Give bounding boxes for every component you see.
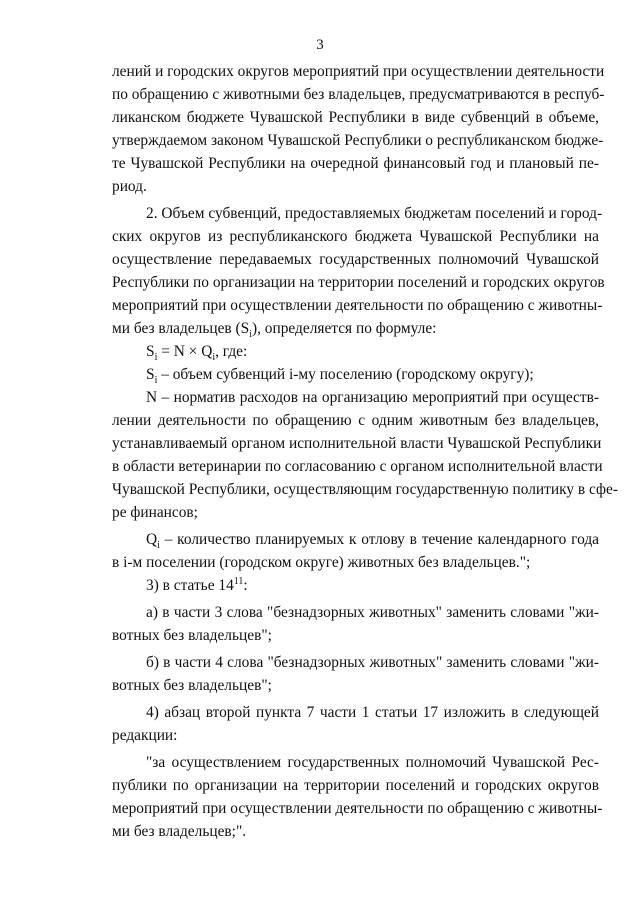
text-fragment: 3) в статье 14	[146, 577, 234, 594]
item-3	[112, 574, 599, 597]
definition-n	[112, 386, 618, 524]
text-line: ских округов из республиканского бюджета Чувашской Республики на	[112, 228, 599, 245]
text-line: риод.	[112, 178, 147, 195]
text-line: ми без владельцев;".	[112, 823, 247, 840]
text-line: устанавливаемый органом исполнительной власти Чувашской Республики	[112, 435, 602, 452]
item-a	[112, 601, 599, 647]
item-4	[112, 701, 599, 747]
text-line: те Чувашской Республики на очередной финансовый год и плановый пе-	[112, 155, 599, 172]
formula-symbol: S	[146, 366, 155, 383]
text-line	[112, 317, 599, 340]
text-line: в области ветеринарии по согласованию с органом исполнительной власти	[112, 458, 603, 475]
text-line: осуществление передаваемых государственных полномочий Чувашской	[112, 251, 599, 268]
text-line: вотных без владельцев";	[112, 677, 272, 694]
text-fragment: – объем субвенций i-му поселению (городскому округу);	[157, 366, 534, 383]
subscript: i	[249, 329, 252, 341]
text-line	[112, 528, 599, 551]
paragraph-2	[112, 202, 605, 341]
text-line: мероприятий при осуществлении деятельности по обращению с животны-	[112, 297, 603, 314]
text-line: Чувашской Республики, осуществляющим государственную политику в сфе-	[112, 481, 618, 498]
text-line: б) в части 4 слова "безнадзорных животных" заменить словами "жи-	[146, 654, 599, 671]
text-line: публики по организации на территории поселений и городских округов	[112, 777, 599, 794]
text-line	[112, 340, 599, 363]
text-fragment: ), определяется по формуле:	[251, 320, 437, 337]
text-line: лении деятельности по обращению с одним животным без владельцев,	[112, 412, 599, 429]
text-line: утверждаемом законом Чувашской Республики о республиканском бюдже-	[112, 132, 604, 149]
subscript: i	[212, 352, 216, 364]
text-fragment: ми без владельцев (S	[112, 320, 250, 337]
subscript: i	[157, 540, 160, 552]
formula-symbol: S	[146, 343, 155, 360]
definition-s	[112, 363, 599, 386]
text-line: 2. Объем субвенций, предоставляемых бюджетам поселений и город-	[146, 205, 603, 222]
text-line: а) в части 3 слова "безнадзорных животных" заменить словами "жи-	[146, 604, 599, 621]
formula	[112, 340, 599, 363]
text-line: ликанском бюджете Чувашской Республики в виде субвенций в объеме,	[112, 109, 599, 126]
text-line: лений и городских округов мероприятий при осуществлении деятельности	[112, 63, 605, 80]
formula-symbol: Q	[146, 531, 158, 548]
formula-text: , где:	[215, 343, 248, 360]
text-line: по обращению с животными без владельцев, предусматриваются в респуб-	[112, 86, 605, 103]
text-line	[112, 574, 599, 597]
item-b	[112, 651, 599, 697]
text-line: вотных без владельцев";	[112, 627, 272, 644]
text-line	[112, 363, 599, 386]
formula-text: = N × Q	[157, 343, 213, 360]
text-fragment: – количество планируемых к отлову в течение календарного года	[159, 531, 599, 548]
text-line: редакции:	[112, 727, 178, 744]
document-body	[112, 60, 618, 843]
subscript: i	[154, 375, 158, 387]
text-line: ре финансов;	[112, 504, 198, 521]
paragraph-1	[112, 60, 605, 198]
definition-q	[112, 528, 599, 574]
text-line: в i-м поселении (городском округе) животных без владельцев.";	[112, 554, 531, 571]
text-line: Республики по организации на территории поселений и городских округов	[112, 274, 605, 291]
subscript: i	[154, 352, 158, 364]
text-line: мероприятий при осуществлении деятельности по обращению с животны-	[112, 800, 603, 817]
text-line: N – норматив расходов на организацию мероприятий при осуществ-	[146, 389, 599, 406]
page-number: 3	[316, 37, 324, 53]
text-line: "за осуществлением государственных полномочий Чувашской Рес-	[146, 754, 599, 771]
text-fragment: :	[243, 577, 248, 594]
quoted-paragraph	[112, 751, 603, 843]
text-line: 4) абзац второй пункта 7 части 1 статьи 17 изложить в следующей	[146, 704, 599, 721]
superscript: 11	[233, 575, 244, 587]
